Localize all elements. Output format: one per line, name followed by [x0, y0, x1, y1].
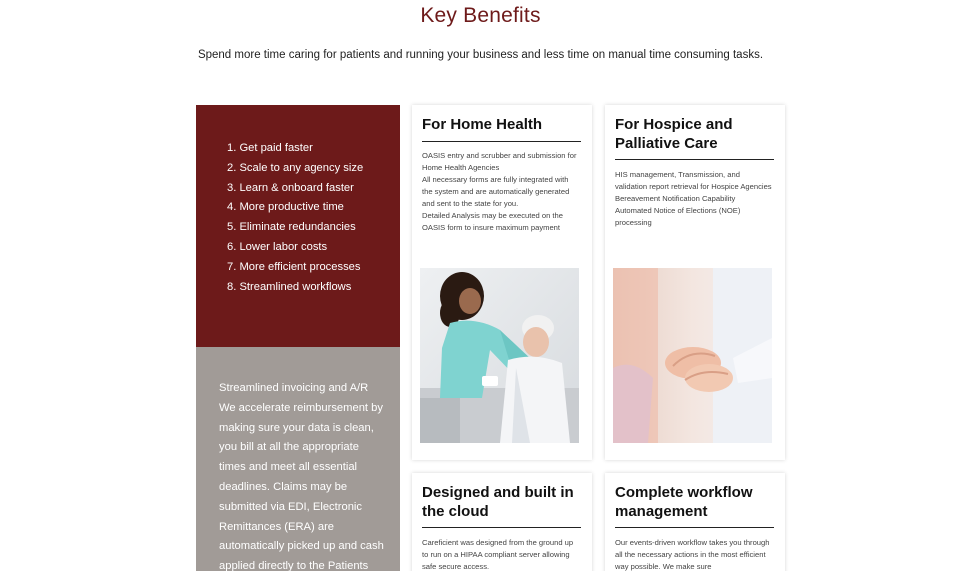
- card-hospice-body: [615, 169, 774, 229]
- benefits-panel: [196, 105, 400, 347]
- holding-hands-photo: [613, 268, 772, 443]
- card-text-line: Automated Notice of Elections (NOE) processing: [615, 206, 741, 227]
- benefit-item: 3. Learn & onboard faster: [227, 181, 354, 194]
- page-subtitle: Spend more time caring for patients and running your business and less time on manual time consuming tasks.: [197, 49, 764, 61]
- card-home-health-title: For Home Health: [422, 116, 581, 142]
- benefit-item: 2. Scale to any agency size: [227, 161, 364, 174]
- benefit-item: 4. More productive time: [227, 201, 344, 214]
- card-hospice-title: For Hospice and Palliative Care: [615, 116, 774, 160]
- card-text-line: Careficient was designed from the ground up to run on a HIPAA compliant server allowing safe secure access.: [422, 538, 574, 571]
- card-home-health: [412, 105, 592, 460]
- page-title: Key Benefits: [420, 4, 541, 27]
- benefit-item: 8. Streamlined workflows: [227, 280, 352, 293]
- card-cloud-title: Designed and built in the cloud: [422, 484, 581, 528]
- card-text-line: All necessary forms are fully integrated with the system and are automatically generated and sent to the state for you.: [422, 175, 570, 208]
- card-cloud-body: [422, 537, 581, 571]
- card-workflow-body: [615, 537, 774, 571]
- benefit-item: 7. More efficient processes: [227, 260, 361, 273]
- benefit-item: 5. Eliminate redundancies: [227, 221, 356, 234]
- card-text-line: HIS management, Transmission, and validation report retrieval for Hospice Agencies: [615, 170, 772, 191]
- card-text-line: Detailed Analysis may be executed on the OASIS form to insure maximum payment: [422, 211, 563, 232]
- benefit-item: 6. Lower labor costs: [227, 240, 328, 253]
- nurse-with-elderly-patient-photo: [420, 268, 579, 443]
- benefits-list: [227, 139, 363, 297]
- card-workflow: [605, 473, 785, 571]
- card-cloud: [412, 473, 592, 571]
- card-workflow-title: Complete workflow management: [615, 484, 774, 528]
- card-text-line: Our events-driven workflow takes you through all the necessary actions in the most efficient way possible. We make sure: [615, 538, 770, 571]
- card-home-health-body: [422, 150, 581, 234]
- benefit-item: 1. Get paid faster: [227, 142, 313, 154]
- card-text-line: OASIS entry and scrubber and submission for Home Health Agencies: [422, 151, 577, 172]
- card-hospice: [605, 105, 785, 460]
- invoicing-panel: [196, 347, 400, 571]
- card-text-line: Bereavement Notification Capability: [615, 194, 736, 203]
- invoicing-text: Streamlined invoicing and A/R We accelerate reimbursement by making sure your data is clean, you bill at all the appropriate times and meet all essential deadlines. Claims may be submitted via EDI, Electronic Remittances (ERA) are automatically picked up and cash applied directly to the Patients: [219, 382, 384, 571]
